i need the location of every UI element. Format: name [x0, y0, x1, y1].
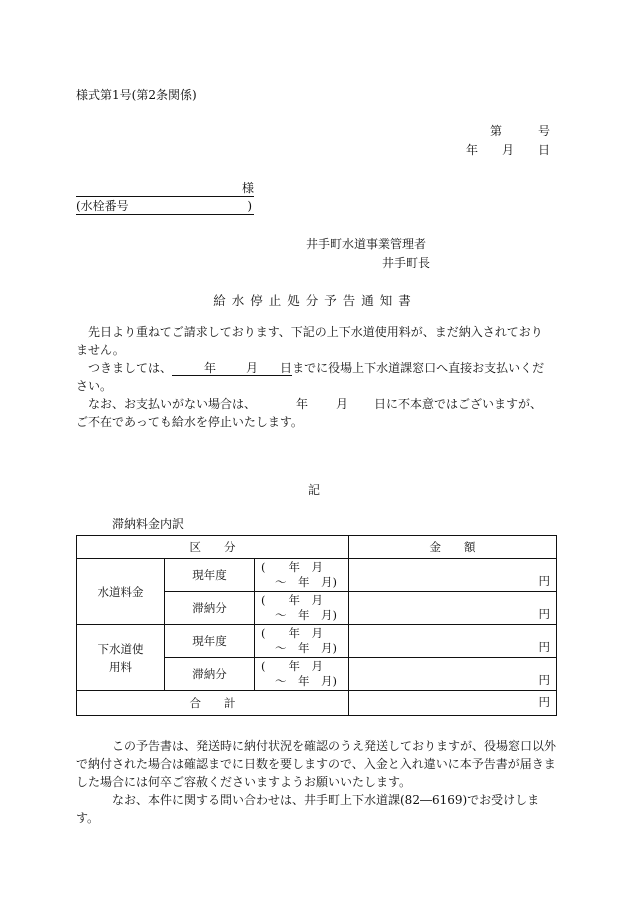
- issue-date: 年 月 日: [465, 143, 550, 157]
- sender-name: 井手町長: [382, 256, 431, 270]
- footer-paragraph-1: この予告書は、発送時に納付状況を確認のうえ発送しておりますが、役場窓口以外で納付された場合は確認までに日数を要しますので、入金と入れ違いに本予告書が届きました場合には何卒ご容赦くださいますようお願いいたします。: [76, 739, 557, 789]
- arrears-table: [76, 535, 557, 716]
- meter-number-line: [76, 198, 254, 215]
- period-cell: ( 年 月 ～ 年 月): [255, 592, 349, 625]
- recipient-honorific: 様: [241, 181, 254, 195]
- period-cell: ( 年 月 ～ 年 月): [255, 559, 349, 592]
- current-year-label: 現年度: [165, 559, 255, 592]
- amount-cell: 円: [349, 625, 557, 658]
- table-caption: 滞納料金内訳: [112, 517, 185, 531]
- arrears-label: 滞納分: [165, 658, 255, 691]
- water-fee-label: 水道料金: [77, 559, 165, 625]
- body-paragraph-3: なお、お支払いがない場合は、 年 月 日に不本意ではございますが、ご不在であっても給水を停止いたします。: [76, 397, 543, 429]
- payment-deadline-blank: 年 月 日: [172, 361, 292, 376]
- amount-cell: 円: [349, 559, 557, 592]
- recipient-name-line: [76, 180, 254, 197]
- footer-notes: [76, 737, 556, 827]
- footer-paragraph-2: なお、本件に関する問い合わせは、井手町上下水道課(82―6169)でお受けします。: [76, 793, 540, 825]
- meter-number-close: ): [247, 199, 252, 213]
- ki-heading: 記: [308, 483, 321, 497]
- body-paragraph-2: つきましては、 年 月 日までに役場上下水道課窓口へ直接お支払いください。: [76, 361, 545, 393]
- current-year-label: 現年度: [165, 625, 255, 658]
- body-text: [76, 323, 554, 431]
- issue-number: 第 号: [489, 124, 550, 138]
- table-header-row: [77, 536, 557, 559]
- amount-cell: 円: [349, 658, 557, 691]
- table-row: [77, 559, 557, 592]
- document-title: 給水停止処分予告通知書: [213, 293, 417, 308]
- body-paragraph-1: 先日より重ねてご請求しております、下記の上下水道使用料が、まだ納入されておりません。: [76, 325, 543, 357]
- total-label: 合 計: [77, 691, 349, 716]
- form-label: 様式第1号(第2条関係): [76, 88, 197, 102]
- sewer-fee-label: 下水道使用料: [77, 625, 165, 691]
- period-cell: ( 年 月 ～ 年 月): [255, 625, 349, 658]
- header-amount: 金 額: [349, 536, 557, 559]
- amount-cell: 円: [349, 592, 557, 625]
- meter-number-label: (水栓番号: [76, 199, 129, 213]
- total-amount-cell: 円: [349, 691, 557, 716]
- period-cell: ( 年 月 ～ 年 月): [255, 658, 349, 691]
- table-row: [77, 625, 557, 658]
- header-category: 区 分: [77, 536, 349, 559]
- sender-title: 井手町水道事業管理者: [306, 237, 427, 251]
- arrears-label: 滞納分: [165, 592, 255, 625]
- total-row: [77, 691, 557, 716]
